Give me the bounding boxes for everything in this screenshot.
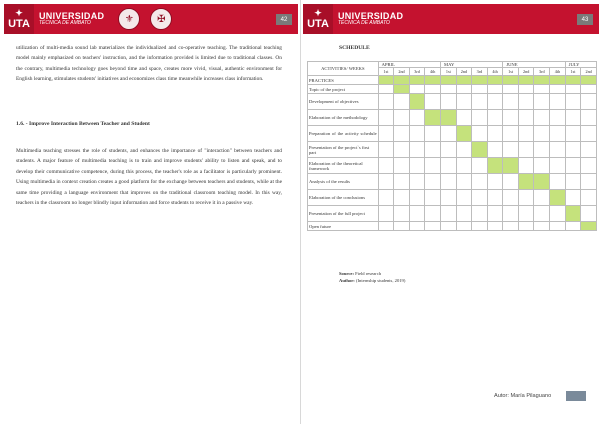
week-cell <box>378 222 394 231</box>
week-cell <box>581 190 597 206</box>
week-cell <box>518 142 534 158</box>
week-cell <box>394 206 410 222</box>
week-cell <box>441 222 457 231</box>
week-cell <box>534 76 550 85</box>
schedule-table <box>307 61 597 231</box>
week-cell <box>565 158 581 174</box>
uta-logo: ✦ UTA <box>4 4 34 34</box>
week-cell <box>503 126 519 142</box>
week-cell <box>425 110 441 126</box>
seal-icon: ✠ <box>150 8 172 30</box>
activity-cell: Elaboration of the conclusions <box>308 190 379 206</box>
week-cell <box>472 142 488 158</box>
week-cell <box>518 206 534 222</box>
week-cell <box>409 76 425 85</box>
week-cell <box>394 85 410 94</box>
section-heading: 1.6. - Improve Interaction Between Teacher and Student <box>16 121 150 127</box>
week-cell <box>534 110 550 126</box>
week-cell <box>394 158 410 174</box>
week-cell <box>456 76 472 85</box>
week-header: 2nd <box>518 68 534 76</box>
week-cell <box>581 174 597 190</box>
table-row <box>308 174 597 190</box>
week-cell <box>581 222 597 231</box>
week-header: 3rd <box>534 68 550 76</box>
week-cell <box>409 126 425 142</box>
week-cell <box>503 94 519 110</box>
week-cell <box>441 76 457 85</box>
university-name: UNIVERSIDAD TÉCNICA DE AMBATO <box>338 11 404 26</box>
week-cell <box>409 206 425 222</box>
week-cell <box>503 174 519 190</box>
page-number: 43 <box>577 14 593 25</box>
week-cell <box>441 110 457 126</box>
week-cell <box>441 174 457 190</box>
flame-icon: ✦ <box>15 7 23 18</box>
week-cell <box>503 206 519 222</box>
week-cell <box>378 76 394 85</box>
week-cell <box>441 142 457 158</box>
author-note: Author: (Internship students, 2019) <box>339 278 406 283</box>
table-row <box>308 206 597 222</box>
week-cell <box>565 126 581 142</box>
week-cell <box>581 110 597 126</box>
week-cell <box>534 190 550 206</box>
table-row <box>308 94 597 110</box>
activity-cell: Presentation of the project`s first part <box>308 142 379 158</box>
week-cell <box>378 206 394 222</box>
week-cell <box>534 142 550 158</box>
week-cell <box>503 222 519 231</box>
week-cell <box>534 126 550 142</box>
week-cell <box>487 76 503 85</box>
week-cell <box>378 174 394 190</box>
week-cell <box>550 142 566 158</box>
week-cell <box>472 174 488 190</box>
week-cell <box>378 158 394 174</box>
activity-cell: Development of objectives <box>308 94 379 110</box>
week-cell <box>503 76 519 85</box>
week-cell <box>518 190 534 206</box>
week-cell <box>425 94 441 110</box>
week-cell <box>487 94 503 110</box>
footer-bar <box>566 391 586 401</box>
week-header: 4th <box>487 68 503 76</box>
table-row <box>308 222 597 231</box>
week-header: 1st <box>378 68 394 76</box>
table-row <box>308 76 597 85</box>
week-cell <box>378 142 394 158</box>
week-cell <box>550 85 566 94</box>
table-row <box>308 158 597 174</box>
activity-cell: Elaboration of the methodology <box>308 110 379 126</box>
week-cell <box>441 190 457 206</box>
week-cell <box>487 110 503 126</box>
week-cell <box>472 222 488 231</box>
week-cell <box>565 142 581 158</box>
week-cell <box>550 206 566 222</box>
week-cell <box>425 85 441 94</box>
week-cell <box>565 110 581 126</box>
week-cell <box>550 222 566 231</box>
week-cell <box>472 85 488 94</box>
week-header: 1st <box>503 68 519 76</box>
week-header: 3rd <box>409 68 425 76</box>
table-row <box>308 110 597 126</box>
week-header: 3rd <box>472 68 488 76</box>
right-page <box>300 0 600 424</box>
week-cell <box>503 85 519 94</box>
week-cell <box>425 222 441 231</box>
week-cell <box>581 142 597 158</box>
week-cell <box>456 206 472 222</box>
week-cell <box>378 94 394 110</box>
week-cell <box>581 94 597 110</box>
crest-icon: ⚜ <box>118 8 140 30</box>
week-cell <box>550 174 566 190</box>
university-name: UNIVERSIDAD TÉCNICA DE AMBATO <box>39 11 105 26</box>
week-cell <box>550 190 566 206</box>
week-cell <box>472 126 488 142</box>
week-cell <box>394 94 410 110</box>
week-cell <box>456 110 472 126</box>
week-cell <box>441 94 457 110</box>
month-header: JULY <box>565 62 596 68</box>
week-cell <box>565 174 581 190</box>
week-cell <box>487 126 503 142</box>
week-cell <box>425 126 441 142</box>
week-cell <box>487 206 503 222</box>
week-cell <box>378 126 394 142</box>
week-cell <box>409 158 425 174</box>
activity-cell: Analysis of the results <box>308 174 379 190</box>
week-cell <box>394 174 410 190</box>
week-header: 2nd <box>581 68 597 76</box>
week-cell <box>534 174 550 190</box>
month-header: JUNE <box>503 62 565 68</box>
week-cell <box>503 110 519 126</box>
week-cell <box>456 126 472 142</box>
week-cell <box>456 94 472 110</box>
week-cell <box>534 222 550 231</box>
week-cell <box>394 222 410 231</box>
month-header: APRIL <box>378 62 440 68</box>
table-row <box>308 142 597 158</box>
week-cell <box>472 94 488 110</box>
activity-cell: Elaboration of the theoretical framework <box>308 158 379 174</box>
week-cell <box>425 142 441 158</box>
week-cell <box>487 142 503 158</box>
week-cell <box>394 76 410 85</box>
week-cell <box>534 158 550 174</box>
week-cell <box>378 85 394 94</box>
week-cell <box>565 190 581 206</box>
week-cell <box>518 76 534 85</box>
week-cell <box>565 222 581 231</box>
week-cell <box>472 158 488 174</box>
week-cell <box>503 190 519 206</box>
page-number: 42 <box>276 14 292 25</box>
week-cell <box>518 85 534 94</box>
week-cell <box>394 142 410 158</box>
week-cell <box>425 158 441 174</box>
week-cell <box>581 158 597 174</box>
week-cell <box>487 222 503 231</box>
week-cell <box>534 85 550 94</box>
source-note: Source: Field research <box>339 271 382 276</box>
activity-cell: Open future <box>308 222 379 231</box>
week-cell <box>394 126 410 142</box>
week-cell <box>378 110 394 126</box>
week-cell <box>394 110 410 126</box>
week-cell <box>565 206 581 222</box>
week-cell <box>409 85 425 94</box>
week-cell <box>534 94 550 110</box>
activity-cell: Topic of the project <box>308 85 379 94</box>
schedule-title: SCHEDULE <box>339 45 370 51</box>
week-cell <box>409 174 425 190</box>
week-cell <box>394 190 410 206</box>
week-cell <box>487 85 503 94</box>
week-cell <box>518 158 534 174</box>
week-cell <box>534 206 550 222</box>
week-cell <box>472 76 488 85</box>
week-cell <box>456 142 472 158</box>
month-header: MAY <box>441 62 503 68</box>
week-header: 2nd <box>456 68 472 76</box>
week-cell <box>487 158 503 174</box>
week-header: 1st <box>565 68 581 76</box>
week-header: 1st <box>441 68 457 76</box>
week-cell <box>425 174 441 190</box>
week-cell <box>472 110 488 126</box>
week-cell <box>409 94 425 110</box>
header-banner <box>303 4 599 34</box>
week-cell <box>487 174 503 190</box>
week-cell <box>441 158 457 174</box>
week-cell <box>565 76 581 85</box>
table-row <box>308 190 597 206</box>
week-cell <box>441 126 457 142</box>
week-cell <box>550 110 566 126</box>
week-cell <box>425 76 441 85</box>
week-cell <box>518 110 534 126</box>
week-cell <box>456 85 472 94</box>
week-header: 4th <box>425 68 441 76</box>
week-cell <box>518 222 534 231</box>
week-cell <box>550 76 566 85</box>
header-banner <box>4 4 298 34</box>
week-cell <box>550 158 566 174</box>
week-cell <box>581 126 597 142</box>
activity-cell: PRACTICES <box>308 76 379 85</box>
week-cell <box>441 206 457 222</box>
uta-logo: ✦ UTA <box>303 4 333 34</box>
activity-cell: Presentation of the full project <box>308 206 379 222</box>
week-cell <box>487 190 503 206</box>
week-cell <box>409 222 425 231</box>
activities-header: ACTIVITIES/ WEEKS <box>308 62 379 76</box>
week-cell <box>456 174 472 190</box>
activity-cell: Preparation of the activity schedule <box>308 126 379 142</box>
week-cell <box>456 222 472 231</box>
week-cell <box>409 142 425 158</box>
flame-icon: ✦ <box>314 7 322 18</box>
table-row <box>308 126 597 142</box>
week-cell <box>409 110 425 126</box>
week-cell <box>550 126 566 142</box>
week-cell <box>518 126 534 142</box>
week-cell <box>472 190 488 206</box>
week-header: 4th <box>550 68 566 76</box>
paragraph: Multimedia teaching stresses the role of students, and enhances the importance of "interaction" between teachers and students. A major feature of multimedia teaching is to train and improve students' ability to listen and speak, and to develop their communicative competence, during this process, the teacher's role as a facilitator is particularly prominent. Using multimedia in context creation creates a good platform for the exchange between teachers and students, while at the same time providing a language environment that improves on the traditional classroom teaching model. In this way, teachers in the classroom no longer blindly input information and force students to receive it in a passive way. <box>16 148 282 207</box>
paragraph: utilization of multi-media sound lab materializes the individualized and co-operative teaching. The traditional teaching model mainly emphasized on teachers' instruction, and the information provided is limited due to traditional classes. On the contrary, multimedia technology goes beyond time and space, creates more vivid, visual, authentic environment for English learning, stimulates students' initiatives and economizes class time meanwhile increases class information. <box>16 45 282 83</box>
week-cell <box>503 158 519 174</box>
week-cell <box>518 174 534 190</box>
week-cell <box>409 190 425 206</box>
week-cell <box>565 94 581 110</box>
week-cell <box>565 85 581 94</box>
week-header: 2nd <box>394 68 410 76</box>
week-cell <box>456 158 472 174</box>
table-row <box>308 85 597 94</box>
week-cell <box>456 190 472 206</box>
week-cell <box>441 85 457 94</box>
week-cell <box>581 206 597 222</box>
week-cell <box>581 76 597 85</box>
footer-author: Autor: María Pilaguano <box>494 393 552 399</box>
week-cell <box>581 85 597 94</box>
week-cell <box>378 190 394 206</box>
week-cell <box>425 190 441 206</box>
week-cell <box>503 142 519 158</box>
week-cell <box>472 206 488 222</box>
week-cell <box>550 94 566 110</box>
week-cell <box>425 206 441 222</box>
week-cell <box>518 94 534 110</box>
